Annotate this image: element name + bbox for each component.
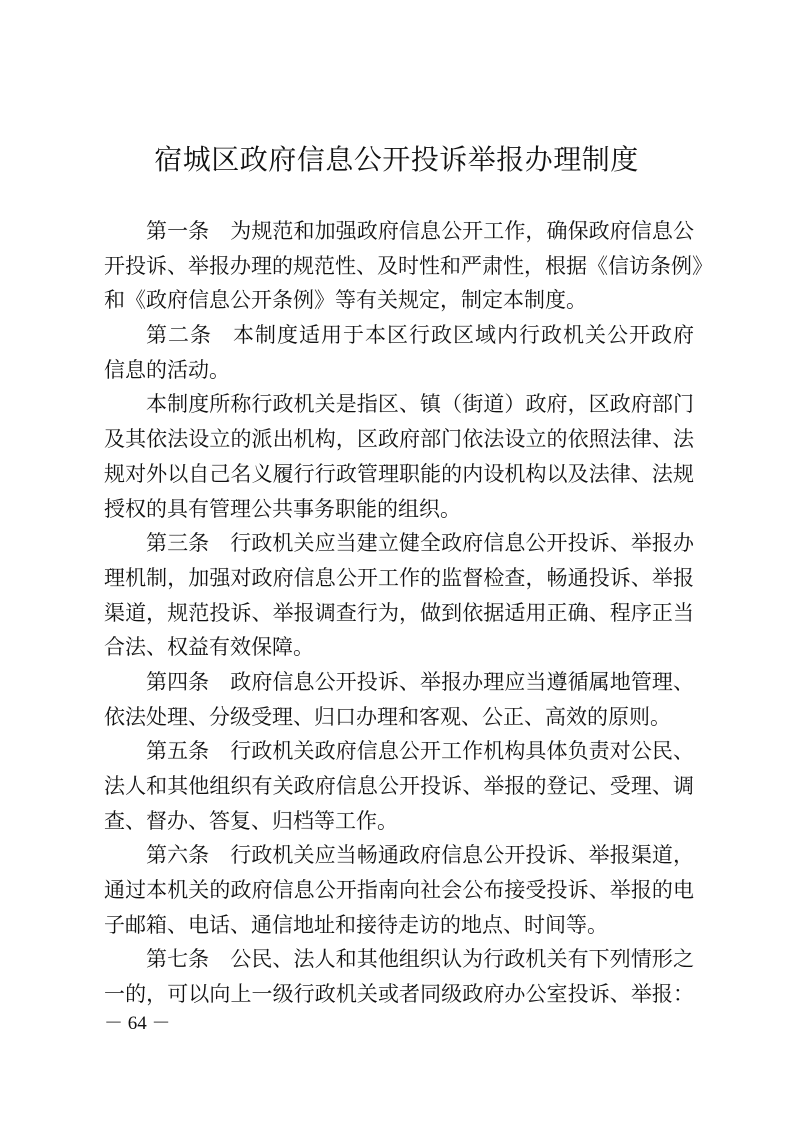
article-6-paragraph (104, 838, 694, 942)
text-line: 开投诉、举报办理的规范性、及时性和严肃性，根据《信访条例》 (104, 253, 713, 278)
line-text: 为规范和加强政府信息公开工作，确保政府信息公 (230, 219, 694, 243)
article-label: 第三条 (146, 531, 210, 556)
line-text: 政府信息公开投诉、举报办理应当遵循属地管理、 (230, 669, 694, 694)
line-text: 行政机关政府信息公开工作机构具体负责对公民、 (230, 739, 694, 764)
article-5-paragraph (104, 734, 694, 838)
text-line: 本制度所称行政机关是指区、镇（街道）政府，区政府部门 (146, 392, 694, 417)
text-line: 子邮箱、电话、通信地址和接待走访的地点、时间等。 (104, 912, 608, 937)
text-line: 渠道，规范投诉、举报调查行为，做到依据适用正确、程序正当 (104, 600, 694, 625)
text-line: 和《政府信息公开条例》等有关规定，制定本制度。 (104, 288, 587, 313)
text-line: 合法、权益有效保障。 (104, 635, 314, 660)
article-1-paragraph (104, 214, 713, 318)
text-line (104, 526, 694, 561)
text-line: 理机制，加强对政府信息公开工作的监督检查，畅通投诉、举报 (104, 565, 694, 590)
text-line: 通过本机关的政府信息公开指南向社会公布接受投诉、举报的电 (104, 878, 694, 903)
article-3-paragraph (104, 526, 694, 665)
text-line (104, 734, 694, 769)
text-line: 查、督办、答复、归档等工作。 (104, 808, 398, 833)
text-line: 及其依法设立的派出机构，区政府部门依法设立的依照法律、法 (104, 427, 694, 452)
text-line: 信息的活动。 (104, 357, 230, 382)
text-line: 法人和其他组织有关政府信息公开投诉、举报的登记、受理、调 (104, 774, 694, 798)
article-label: 第六条 (146, 843, 210, 868)
text-line: 一的，可以向上一级行政机关或者同级政府办公室投诉、举报： (104, 982, 694, 1007)
article-label: 第七条 (146, 947, 210, 972)
line-text: 行政机关应当建立健全政府信息公开投诉、举报办 (230, 531, 694, 556)
article-7-paragraph (104, 942, 694, 1011)
article-2-continuation-paragraph (104, 387, 694, 526)
text-line: 授权的具有管理公共事务职能的组织。 (104, 496, 461, 521)
article-label: 第五条 (146, 739, 210, 764)
text-line (104, 214, 694, 249)
page-number: － 64 － (104, 1013, 171, 1034)
article-label: 第二条 (146, 323, 212, 348)
text-line: 规对外以自己名义履行行政管理职能的内设机构以及法律、法规 (104, 461, 694, 486)
line-text: 本制度适用于本区行政区域内行政机关公开政府 (233, 323, 694, 348)
article-2-paragraph (104, 318, 694, 387)
article-label: 第四条 (146, 669, 210, 694)
document-title: 宿城区政府信息公开投诉举报办理制度 (154, 143, 639, 176)
line-text: 行政机关应当畅通政府信息公开投诉、举报渠道， (230, 843, 694, 868)
text-line: 依法处理、分级受理、归口办理和客观、公正、高效的原则。 (104, 704, 671, 729)
article-label: 第一条 (146, 219, 210, 243)
text-line (104, 318, 694, 353)
text-line (104, 838, 694, 873)
text-line (104, 665, 694, 700)
document-body (104, 214, 713, 1012)
line-text: 公民、法人和其他组织认为行政机关有下列情形之 (230, 947, 694, 972)
text-line (104, 942, 694, 977)
article-4-paragraph (104, 665, 694, 734)
